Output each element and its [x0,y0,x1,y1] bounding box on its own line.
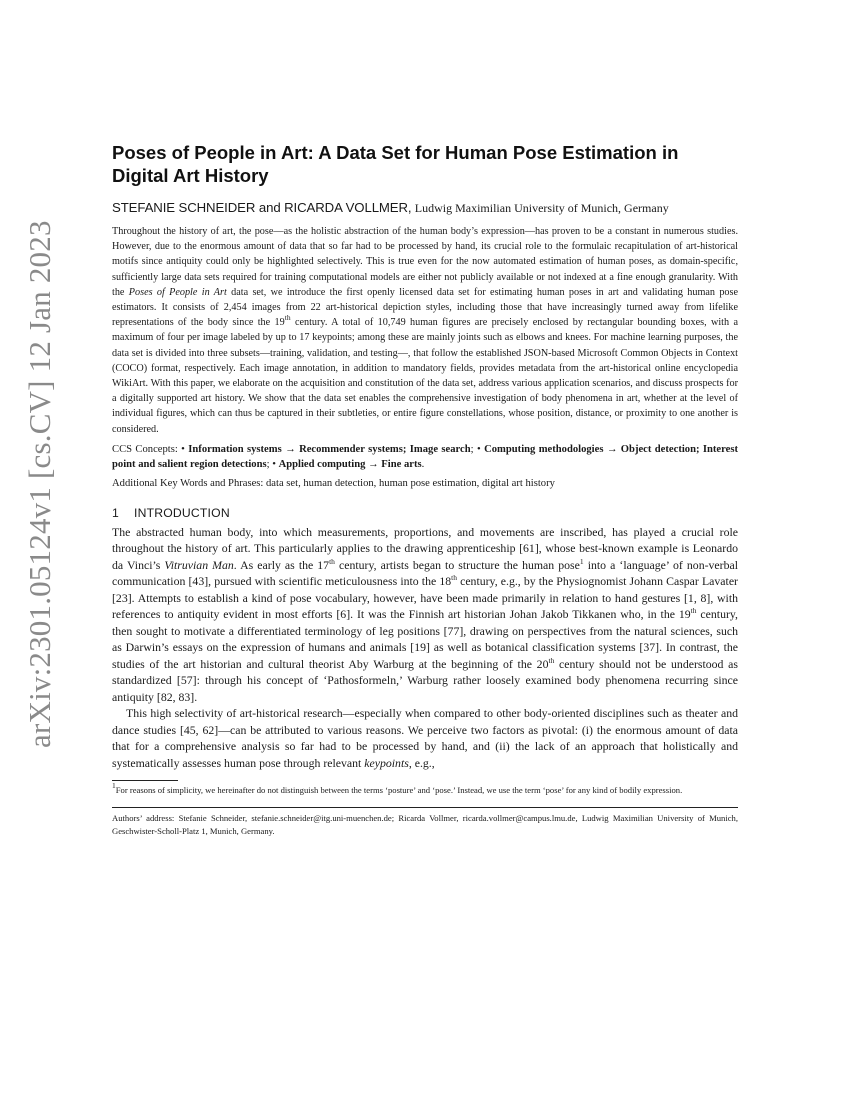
dataset-name: Poses of People in Art [128,286,227,298]
abstract-text-3: century. A total of 10,749 human figures are precisely enclosed by rectangular bounding boxes, with a maximum of four per image labeled by up to 17 keypoints; among these are mainly joints such as elbows and knees. For machine learning purposes, the data set is divided into three subsets—training, validation, and testing—, that follow the established JSON-based Microsoft Common Objects in Context (COCO) format, respectively. Each image annotation, in addition to mandatory fields, provides metadata from the art-historical online encyclopedia WikiArt. With this paper, we elaborate on the acquisition and constitution of the data set, address various application scenarios, and discuss prospects for a digitally supported art history. We show that the data set enables the comprehensive investigation of body phenomena in art, whether at the level of individual figures, which can thus be captured in their subtleties, or entire figure constellations, whose position, distance, or proximity to one another is considered. [112,317,738,435]
body-paragraph [112,705,738,771]
footnote [112,781,738,797]
ccs-concepts [112,442,738,472]
ccs-end: . [421,458,425,470]
superscript: th [690,606,697,616]
ccs-item: Information systems → Recommender systems; Image search [188,443,471,455]
abstract [112,224,738,437]
ccs-separator: ; [266,458,273,470]
ccs-bullet: • [272,458,276,470]
paragraph-text: , e.g., [408,755,435,770]
ccs-bullet: • [181,443,185,455]
author-line [112,200,738,216]
paragraph-text: This high selectivity of art-historical research—especially when compared to other body-oriented disciplines such as theater and dance studies [45, 62]—can be attributed to various reasons. We perceive two factors as pivotal: (i) the enormous amount of data that for a comprehensive analysis so far had to be processed by hand, and (ii) the lack of an approach that holistically and systematically assesses human pose through relevant [112,706,738,770]
paragraph-text: into a ‘language’ of non-verbal communication [43], pursued with scientific meticulousness into the 18 [112,557,738,589]
title-line-1: Poses of People in Art: A Data Set for Human Pose Estimation in [112,142,679,163]
superscript: th [284,313,291,323]
paragraph-text: century, e.g., by the Physiognomist Johann Caspar Lavater [23]. Attempts to establish a kind of pose vocabulary, however, have been made primarily in relation to hand gestures [1, 8], with references to antiquity evident in most efforts [6]. It was the Finnish art historian Johan Jakob Tikkanen who, in the 19 [112,574,738,622]
paragraph-text: century should not be understood as standardized [57]: through his concept of ‘Pathosformeln,’ Warburg rather loosely examined body phenomena recurring since antiquity [82, 83]. [112,656,738,704]
authors-address: Authors’ address: Stefanie Schneider, stefanie.schneider@itg.uni-muenchen.de; Ricarda Vollmer, ricarda.vollmer@campus.lmu.de, Ludwig Maximilian University of Munich, Geschwister-Scholl-Platz 1, Munich, Germany. [112,813,738,837]
section-number: 1 [112,505,119,520]
ccs-bullet: • [477,443,481,455]
paragraph-text: century, then sought to motivate a differentiated terminology of leg positions [77], drawing on perspectives from the natural sciences, such as Darwin’s essays on the expression of humans and animals [19] as well as botanical classification systems [37]. In contrast, the studies of the art historian and cultural theorist Aby Warburg at the beginning of the 20 [112,607,738,671]
author-names: STEFANIE SCHNEIDER and RICARDA VOLLMER, [112,200,412,215]
footnote-marker: 1 [579,556,584,566]
title-line-2: Digital Art History [112,165,269,186]
ccs-label: CCS Concepts: [112,443,182,455]
arxiv-identifier-stamp: arXiv:2301.05124v1 [cs.CV] 12 Jan 2023 [22,220,57,748]
author-affiliation: Ludwig Maximilian University of Munich, Germany [414,201,669,215]
keywords: Additional Key Words and Phrases: data set, human detection, human pose estimation, digital art history [112,477,555,489]
abstract-text-2: data set, we introduce the first openly licensed data set for estimating human poses in art and validating human pose estimators. It consists of 2,454 images from 22 art-historical depiction styles, including those that have increasingly turned away from lifelike representations of the body since the 19 [112,286,738,329]
superscript: th [329,556,335,566]
address-divider [112,807,738,808]
superscript: th [451,573,457,583]
paragraph-text: . As early as the 17 [233,557,330,572]
ccs-item: Computing methodologies → Object detection; Interest point and salient region detections [112,443,738,470]
ccs-separator: ; [470,443,477,455]
emphasis: keypoints [364,755,409,770]
body-paragraph [112,524,738,706]
paragraph-text: century, artists began to structure the human pose [334,557,580,572]
footnote-text: For reasons of simplicity, we hereinafter do not distinguish between the terms ‘posture’ and ‘pose.’ Instead, we use the term ‘pose’ for any kind of bodily expression. [115,785,683,796]
section-title: INTRODUCTION [134,505,230,520]
superscript: th [548,655,555,665]
artwork-title: Vitruvian Man [164,557,234,572]
paper-title [112,141,738,187]
ccs-item: Applied computing → Fine arts [278,458,422,470]
paper-first-page [112,141,738,838]
abstract-text-1: Throughout the history of art, the pose—as the holistic abstraction of the human body’s expression—has proven to be a constant in numerous studies. However, due to the enormous amount of data that so far had to be processed by hand, its crucial role to the formulaic recapitulation of art-historical motifs since antiquity could only be highlighted selectively. This is true even for the now automated estimation of human poses, as domain-specific, sufficiently large data sets required for training computational models are either not publicly available or not indexed at a fine enough granularity. With the [112,226,738,298]
footnote-divider [112,780,178,781]
section-heading [112,505,738,521]
footnote-marker: 1 [112,781,116,791]
paragraph-text: The abstracted human body, into which measurements, proportions, and movements are inscribed, has played a crucial role throughout the history of art. This particularly applies to the drawing apprenticeship [61], whose best-known example is Leonardo da Vinci’s [112,524,738,572]
